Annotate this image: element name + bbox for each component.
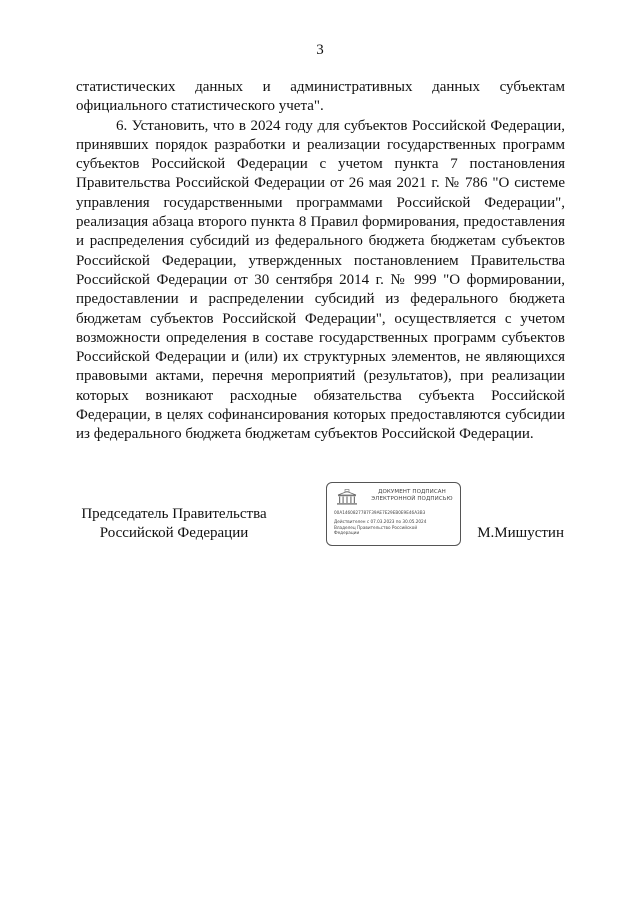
signatory-position xyxy=(76,505,272,544)
paragraph-item-6: 6. Установить, что в 2024 году для субъектов Российской Федерации, принявших порядок разработки и реализации государственных программ субъектов Российской Федерации с учетом пункта 7 постановления Правительства Российской Федерации от 26 мая 2021 г. № 786 "О системе управления государственными программами Российской Федерации", реализация абзаца второго пункта 8 Правил формирования, предоставления и распределения субсидий из федерального бюджета бюджетам субъектов Российской Федерации, утвержденных постановлением Правительства Российской Федерации от 30 сентября 2014 г. № 999 "О формировании, предоставлении и распределении субсидий из федерального бюджета бюджетам субъектов Российской Федерации", осуществляется с учетом возможности определения в составе государственных программ субъектов Российской Федерации и (или) их структурных элементов, не являющихся правовыми актами, перечня мероприятий (результатов), при реализации которых возникают расходные обязательства субъекта Российской Федерации, в целях софинансирования которых предоставляются субсидии из федерального бюджета бюджетам субъектов Российской Федерации. xyxy=(76,117,565,443)
stamp-title-line1: ДОКУМЕНТ ПОДПИСАН xyxy=(378,489,446,495)
stamp-title xyxy=(365,489,459,503)
electronic-signature-stamp xyxy=(326,482,461,546)
document-body xyxy=(76,78,565,445)
stamp-owner-line2: Федерации xyxy=(334,530,360,535)
signatory-name: М.Мишустин xyxy=(477,525,564,541)
stamp-owner-line1: Владелец Правительство Российской xyxy=(334,525,418,530)
stamp-certificate: 00A1460827787F39AE7E29EB0E9E46A3B3 xyxy=(334,510,426,515)
paragraph-continuation: статистических данных и административных данных субъектам официального статистического учета". xyxy=(76,79,565,115)
government-building-icon xyxy=(334,489,360,506)
page-number: 3 xyxy=(316,42,324,58)
stamp-validity: Действителен с 07.03.2023 по 30.05.2024 xyxy=(334,519,427,524)
signatory-position-line1: Председатель Правительства xyxy=(81,506,267,522)
stamp-title-line2: ЭЛЕКТРОННОЙ ПОДПИСЬЮ xyxy=(371,496,453,502)
signatory-position-line2: Российской Федерации xyxy=(99,525,249,542)
